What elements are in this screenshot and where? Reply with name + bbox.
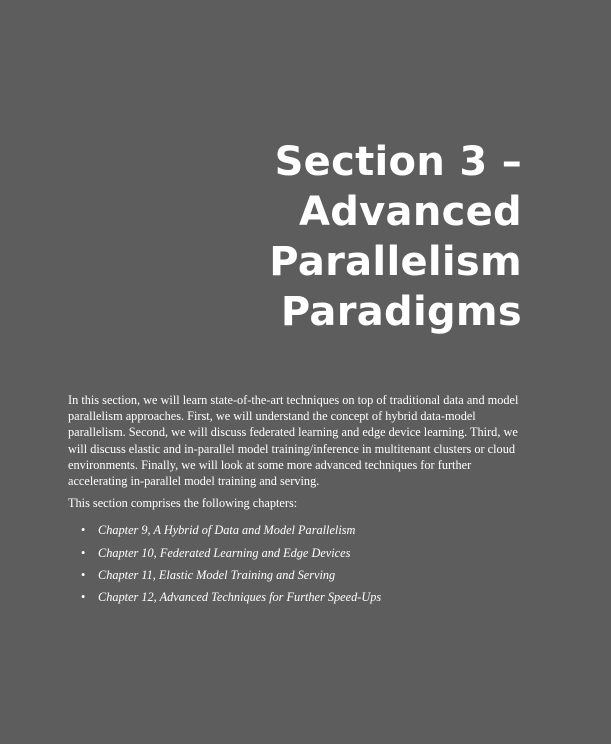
chapter-title: Chapter 11, Elastic Model Training and Serving xyxy=(98,567,336,582)
chapter-title: Chapter 10, Federated Learning and Edge Devices xyxy=(98,545,351,560)
section-title xyxy=(269,137,522,337)
section-title-line: Parallelism xyxy=(269,239,522,285)
chapter-list xyxy=(68,522,528,605)
chapters-lead-in: This section comprises the following chapters: xyxy=(68,496,298,511)
chapter-list-item xyxy=(81,589,528,605)
chapter-list-item xyxy=(81,545,528,561)
chapter-title: Chapter 12, Advanced Techniques for Further Speed-Ups xyxy=(98,589,382,604)
intro-paragraph: In this section, we will learn state-of-the-art techniques on top of traditional data and model parallelism approaches. First, we will understand the concept of hybrid data-model parallelism. Second, we will discuss federated learning and edge device learning. Third, we will discuss elastic and in-parallel model training/inference in multitenant clusters or cloud environments. Finally, we will look at some more advanced techniques for further accelerating in-parallel model training and serving. xyxy=(68,393,519,489)
bullet-icon: • xyxy=(81,523,86,538)
section-title-line: Section 3 – xyxy=(274,139,522,185)
section-title-line: Advanced xyxy=(298,189,522,235)
chapter-title: Chapter 9, A Hybrid of Data and Model Parallelism xyxy=(98,523,356,538)
section-body xyxy=(68,392,528,611)
chapter-list-item xyxy=(81,567,528,583)
bullet-icon: • xyxy=(81,589,86,604)
bullet-icon: • xyxy=(81,567,86,582)
chapter-list-item xyxy=(81,522,528,538)
bullet-icon: • xyxy=(81,545,86,560)
section-title-line: Paradigms xyxy=(280,289,522,335)
